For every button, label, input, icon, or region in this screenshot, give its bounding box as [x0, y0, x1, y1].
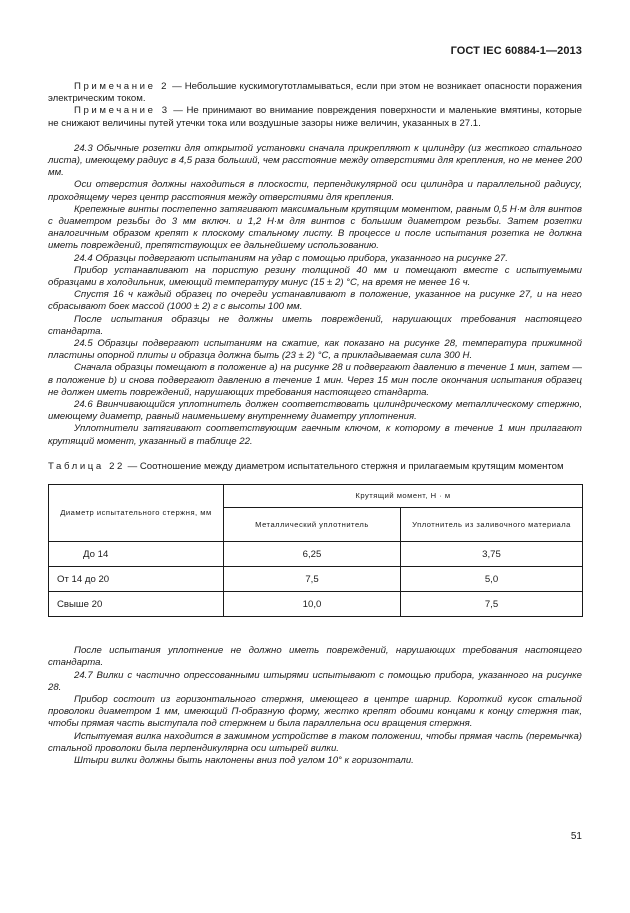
cell-diameter: От 14 до 20 [49, 567, 224, 592]
page-number: 51 [570, 831, 582, 842]
col-header-diameter: Диаметр испытательного стержня, мм [49, 485, 224, 542]
paragraph: После испытания образцы не должны иметь повреждений, нарушающих требования настоящего стандарта. [48, 313, 582, 337]
cell-compound: 7,5 [401, 592, 583, 617]
clause-24-6: 24.6 Ввинчивающийся уплотнитель должен соответствовать цилиндрическому металлическому стержню, имеющему диаметр, равный наименьшему внутреннему диаметру уплотнения. [48, 399, 582, 423]
note-3 [48, 105, 582, 129]
cell-diameter: До 14 [49, 542, 224, 567]
torque-table [48, 484, 583, 617]
cell-metal: 7,5 [224, 567, 401, 592]
paragraph: Прибор состоит из горизонтального стержня, имеющего в центре шарнир. Короткий кусок стальной проволоки диаметром 1 мм, имеющий П-образную форму, жестко крепят обоими концами к концу стержня так, чтобы прямая часть выступала под стержнем и была параллельна оси вращения стержня. [48, 693, 582, 730]
clause-24-3: 24.3 Обычные розетки для открытой установки сначала прикрепляют к цилиндру (из жесткого стального листа), имеющему радиус в 4,5 раза больший, чем расстояние между отверстиями для крепления, но не менее 200 мм. [48, 142, 582, 179]
paragraph: Штыри вилки должны быть наклонены вниз под углом 10° к горизонтали. [74, 754, 414, 766]
cell-metal: 10,0 [224, 592, 401, 617]
cell-metal: 6,25 [224, 542, 401, 567]
clause-24-5: 24.5 Образцы подвергают испытаниям на сжатие, как показано на рисунке 28, температура прижимной пластины опорной плиты и образца должна быть (23 ± 2) °С, а прикладываемая сила 300 Н. [48, 338, 582, 362]
note-2 [48, 81, 582, 105]
paragraph: Уплотнители затягивают соответствующим гаечным ключом, к которому в течение 1 мин прилагают крутящий момент, указанный в таблице 22. [48, 423, 582, 447]
paragraph: Оси отверстия должны находиться в плоскости, перпендикулярной оси цилиндра и параллельной радиусу, проходящему через центр расстояния между отверстиями для крепления. [48, 179, 582, 203]
note-label: Примечание 3 [74, 105, 170, 117]
table-caption [48, 461, 582, 473]
table-row [49, 567, 583, 592]
table-caption-text: — Соотношение между диаметром испытательного стержня и прилагаемым крутящим моментом [124, 460, 564, 472]
clause-24-7: 24.7 Вилки с частично опрессованными штырями испытывают с помощью прибора, указанного на рисунке 28. [48, 669, 582, 693]
paragraph: Прибор устанавливают на пористую резину толщиной 40 мм и помещают вместе с испытуемыми образцами в холодильник, имеющий температуру минус (15 ± 2) °С, на время не менее 16 ч. [48, 264, 582, 289]
note-label: Примечание 2 [74, 81, 170, 92]
paragraph: Сначала образцы помещают в положение а) на рисунке 28 и подвергают давлению в течение 1 мин, затем — в положение b) и снова подвергают давлению в течение 1 мин. Через 15 мин после окончания испытания образец не должен иметь повреждений, нарушающих требования настоящего стандарта. [48, 362, 582, 398]
note-text: — Небольшие кускимогутотламываться, если при этом не возникает опасности поражения электрическим током. [48, 81, 582, 105]
col-header-metal: Металлический уплотнитель [224, 508, 401, 542]
cell-compound: 3,75 [401, 542, 583, 567]
clause-24-4: 24.4 Образцы подвергают испытаниям на удар с помощью прибора, указанного на рисунке 27. [74, 252, 508, 264]
cell-compound: 5,0 [401, 567, 583, 592]
cell-diameter: Свыше 20 [49, 592, 224, 617]
col-header-compound: Уплотнитель из заливочного материала [401, 508, 583, 542]
document-body [48, 81, 582, 767]
paragraph: Испытуемая вилка находится в зажимном устройстве в таком положении, чтобы прямая часть (перемычка) стальной проволоки была перпендикулярна оси штырей вилки. [48, 730, 582, 754]
col-header-torque: Крутящий момент, Н · м [224, 485, 583, 508]
note-text: — Не принимают во внимание повреждения поверхности и маленькие вмятины, которые не снижают величины путей утечки тока или воздушные зазоры ниже величин, указанных в 27.1. [48, 105, 583, 129]
paragraph: Крепежные винты постепенно затягивают максимальным крутящим моментом, равным 0,5 Н·м для винтов с диаметром резьбы до 3 мм включ. и 1,2 Н·м для винтов с большим диаметром резьбы. Затем розетки аналогичным образом крепят к плоскому стальному листу. В процессе и после испытания розетка не должна иметь повреждений, препятствующих ее дальнейшему использованию. [48, 203, 582, 252]
table-row [49, 592, 583, 617]
table-row [49, 542, 583, 567]
paragraph: Спустя 16 ч каждый образец по очереди устанавливают в положение, указанное на рисунке 27, и на него сбрасывают боек массой (1000 ± 2) г с высоты 100 мм. [48, 289, 582, 313]
table-caption-label: Таблица 22 [48, 460, 125, 472]
standard-header: ГОСТ IEC 60884-1—2013 [450, 45, 582, 57]
paragraph: После испытания уплотнение не должно иметь повреждений, нарушающих требования настоящего стандарта. [48, 645, 582, 669]
